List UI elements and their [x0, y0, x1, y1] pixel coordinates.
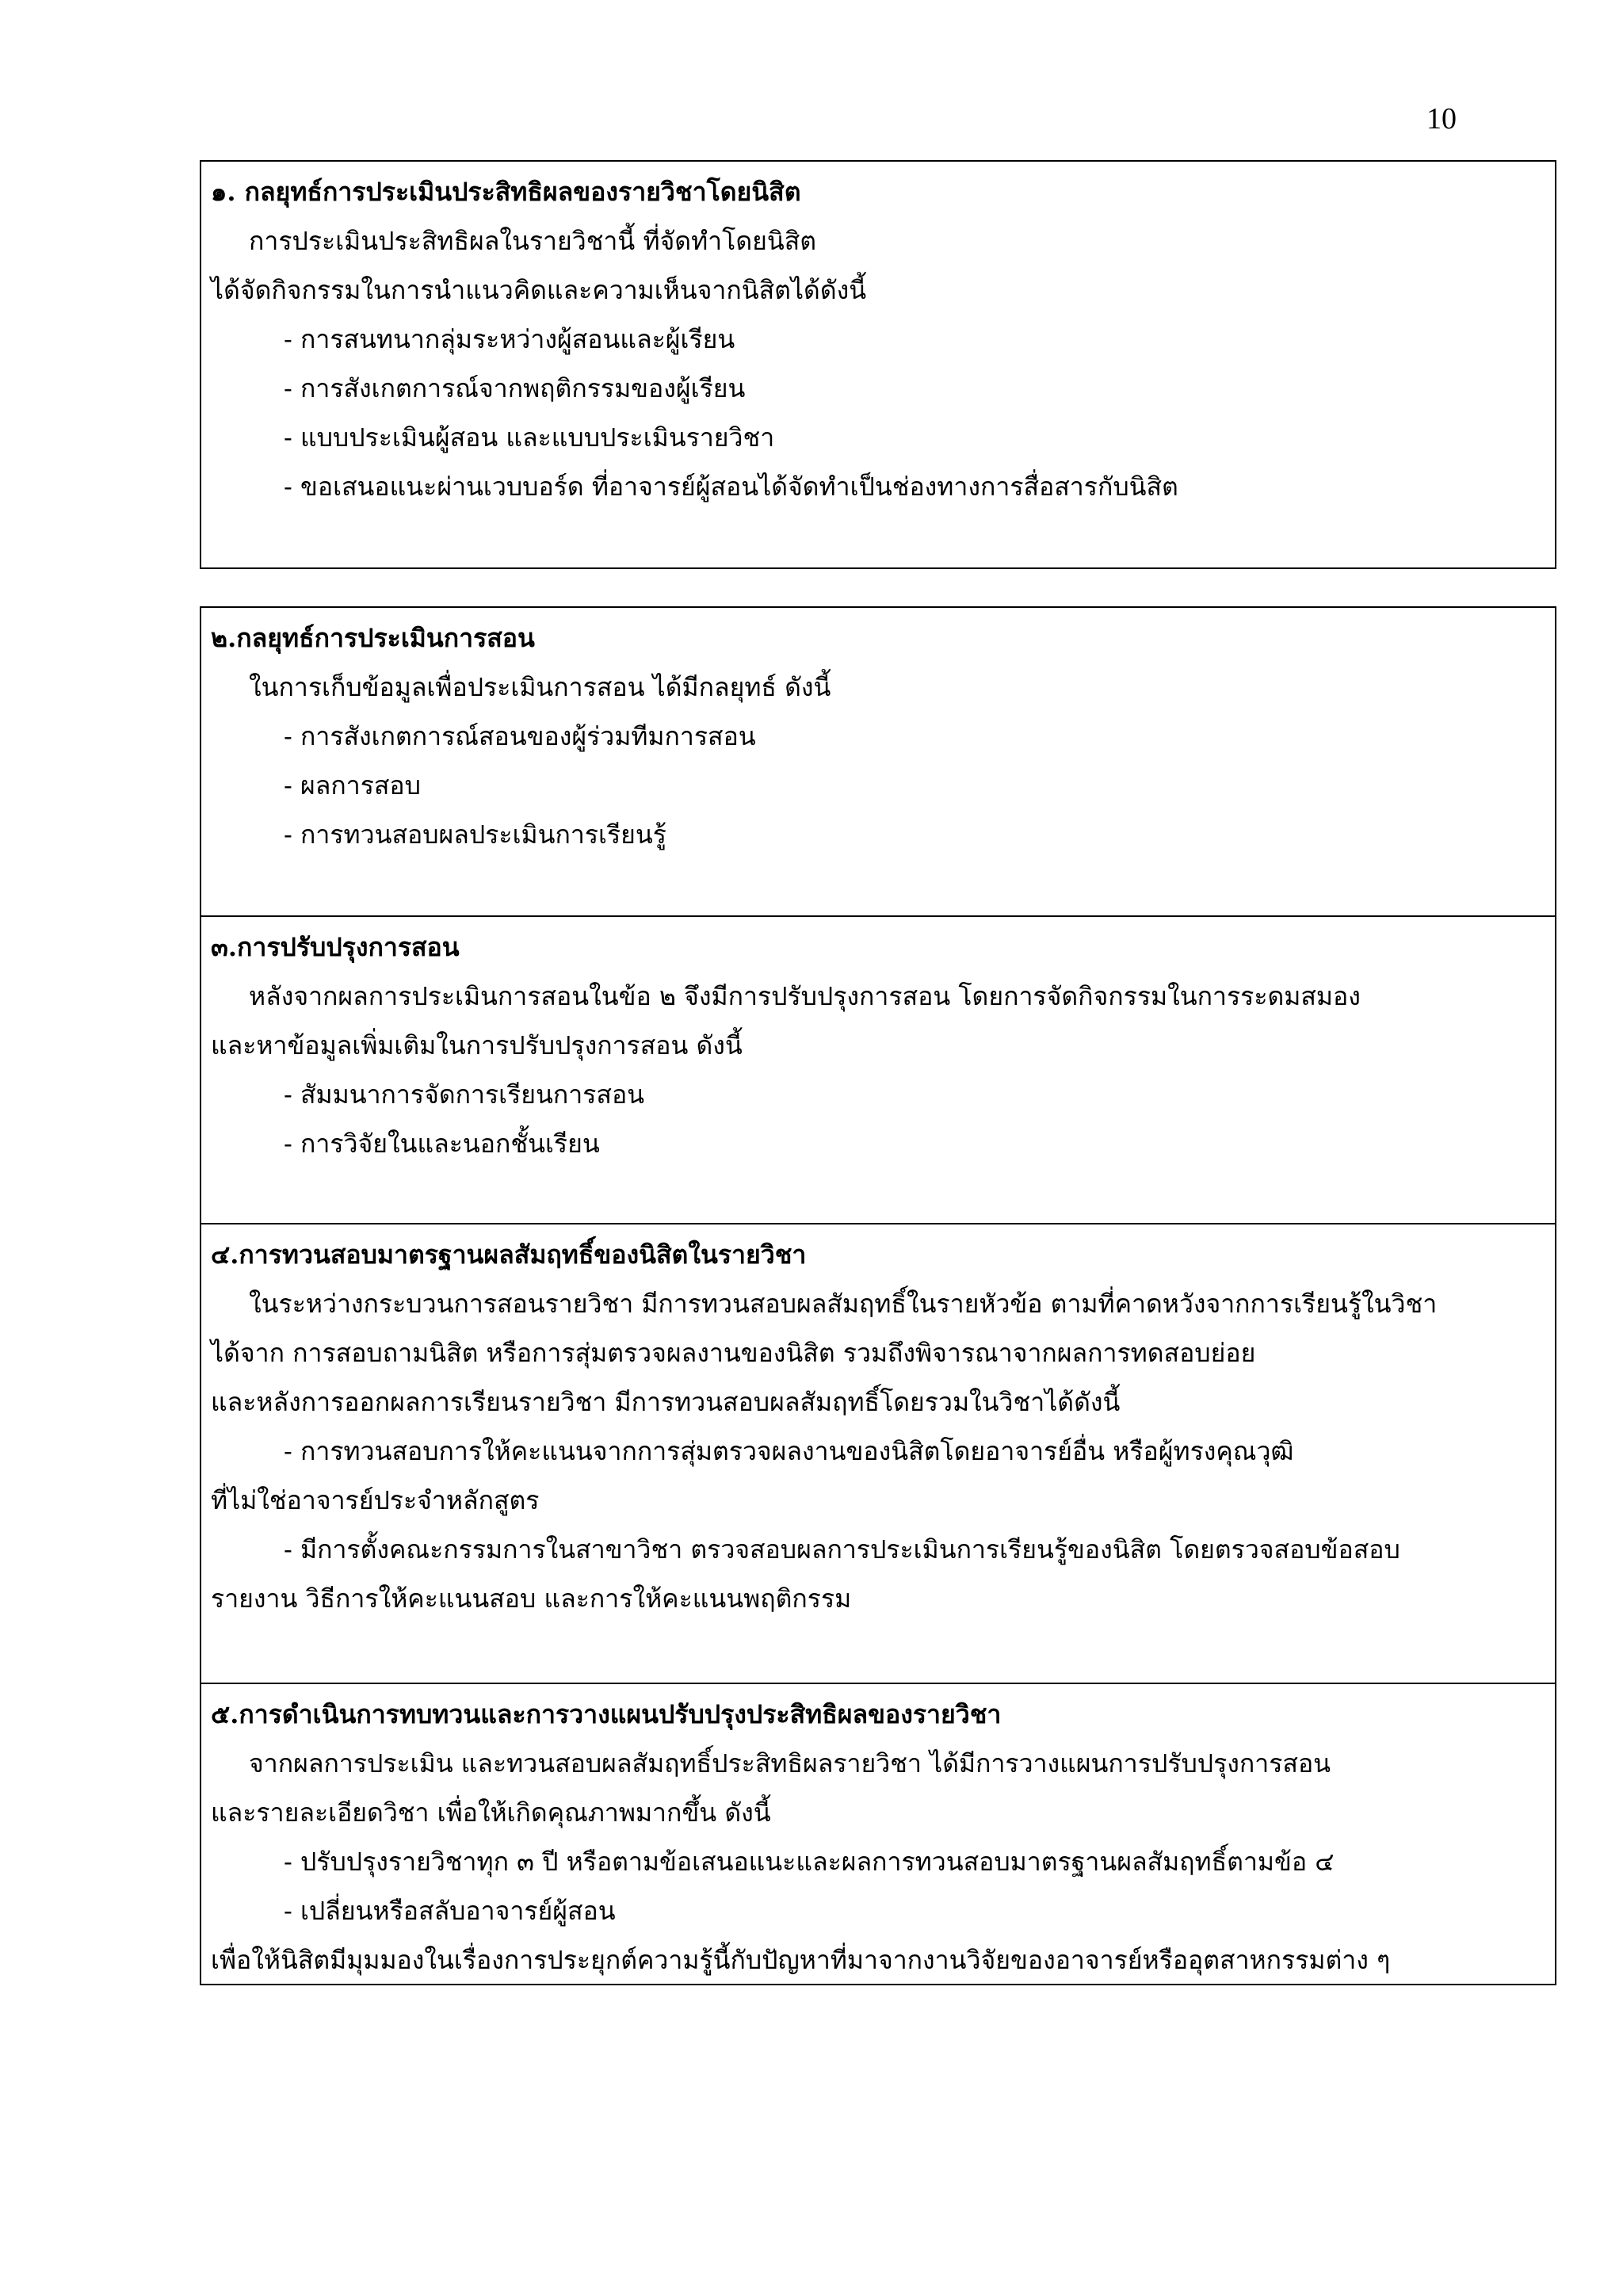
section-1-bullet: - ขอเสนอแนะผ่านเวบบอร์ด ที่อาจารย์ผู้สอนได้จัดทำเป็นช่องทางการสื่อสารกับนิสิต [284, 472, 1178, 502]
section-4-bullet: - มีการตั้งคณะกรรมการในสาขาวิชา ตรวจสอบผลการประเมินการเรียนรู้ของนิสิต โดยตรวจสอบข้อสอบ [284, 1534, 1400, 1564]
section-4-bullet: - การทวนสอบการให้คะแนนจากการสุ่มตรวจผลงานของนิสิตโดยอาจารย์อื่น หรือผู้ทรงคุณวุฒิ [284, 1436, 1294, 1466]
section-3-bullet: - การวิจัยในและนอกชั้นเรียน [284, 1129, 600, 1159]
section-5-text: และรายละเอียดวิชา เพื่อให้เกิดคุณภาพมากขึ้น ดังนี้ [211, 1797, 771, 1828]
page-number: 10 [1426, 102, 1457, 136]
section-3-text: และหาข้อมูลเพิ่มเติมในการปรับปรุงการสอน ดังนี้ [211, 1030, 743, 1060]
section-5-heading: ๕.การดำเนินการทบทวนและการวางแผนปรับปรุงประสิทธิผลของรายวิชา [211, 1699, 1002, 1729]
section-4-text: และหลังการออกผลการเรียนรายวิชา มีการทวนสอบผลสัมฤทธิ์โดยรวมในวิชาได้ดังนี้ [211, 1387, 1121, 1417]
section-3 [201, 915, 1555, 1223]
section-4-text: ในระหว่างกระบวนการสอนรายวิชา มีการทวนสอบผลสัมฤทธิ์ในรายหัวข้อ ตามที่คาดหวังจากการเรียนรู้ในวิชา [249, 1289, 1438, 1319]
section-3-heading: ๓.การปรับปรุงการสอน [211, 932, 460, 962]
section-2-bullet: - การทวนสอบผลประเมินการเรียนรู้ [284, 819, 666, 850]
section-5-bullet: - เปลี่ยนหรือสลับอาจารย์ผู้สอน [284, 1896, 616, 1926]
section-1-bullet: - การสังเกตการณ์จากพฤติกรรมของผู้เรียน [284, 373, 746, 403]
section-1-text: การประเมินประสิทธิผลในรายวิชานี้ ที่จัดทำโดยนิสิต [249, 226, 817, 256]
section-2-heading: ๒.กลยุทธ์การประเมินการสอน [211, 623, 535, 653]
section-4-text: ที่ไม่ใช่อาจารย์ประจำหลักสูตร [211, 1485, 540, 1515]
section-1-box [200, 160, 1556, 569]
section-5-text: จากผลการประเมิน และทวนสอบผลสัมฤทธิ์ประสิทธิผลรายวิชา ได้มีการวางแผนการปรับปรุงการสอน [249, 1748, 1331, 1778]
section-2-text: ในการเก็บข้อมูลเพื่อประเมินการสอน ได้มีกลยุทธ์ ดังนี้ [249, 672, 831, 702]
section-4-text: ได้จาก การสอบถามนิสิต หรือการสุ่มตรวจผลงานของนิสิต รวมถึงพิจารณาจากผลการทดสอบย่อย [211, 1338, 1256, 1368]
section-2-bullet: - ผลการสอบ [284, 770, 421, 800]
section-1-heading: ๑. กลยุทธ์การประเมินประสิทธิผลของรายวิชาโดยนิสิต [211, 177, 801, 207]
section-2 [201, 608, 1555, 915]
section-5-bullet: - ปรับปรุงรายวิชาทุก ๓ ปี หรือตามข้อเสนอแนะและผลการทวนสอบมาตรฐานผลสัมฤทธิ์ตามข้อ ๔ [284, 1847, 1335, 1877]
section-1-text: ได้จัดกิจกรรมในการนำแนวคิดและความเห็นจากนิสิตได้ดังนี้ [211, 275, 867, 305]
section-4-text: รายงาน วิธีการให้คะแนนสอบ และการให้คะแนนพฤติกรรม [211, 1584, 852, 1614]
section-1-bullet: - แบบประเมินผู้สอน และแบบประเมินรายวิชา [284, 422, 775, 453]
sections-2-5-box [200, 606, 1556, 1985]
section-3-bullet: - สัมมนาการจัดการเรียนการสอน [284, 1079, 645, 1110]
section-1-bullet: - การสนทนากลุ่มระหว่างผู้สอนและผู้เรียน [284, 324, 735, 354]
section-4 [201, 1223, 1555, 1683]
section-2-bullet: - การสังเกตการณ์สอนของผู้ร่วมทีมการสอน [284, 721, 756, 751]
section-5 [201, 1683, 1555, 1987]
section-4-heading: ๔.การทวนสอบมาตรฐานผลสัมฤทธิ์ของนิสิตในรายวิชา [211, 1240, 807, 1270]
section-3-text: หลังจากผลการประเมินการสอนในข้อ ๒ จึงมีการปรับปรุงการสอน โดยการจัดกิจกรรมในการระดมสมอง [249, 981, 1361, 1011]
section-5-text: เพื่อให้นิสิตมีมุมมองในเรื่องการประยุกต์ความรู้นี้กับปัญหาที่มาจากงานวิจัยของอาจารย์หรืออุตสาหกรรมต่าง ๆ [211, 1945, 1391, 1975]
